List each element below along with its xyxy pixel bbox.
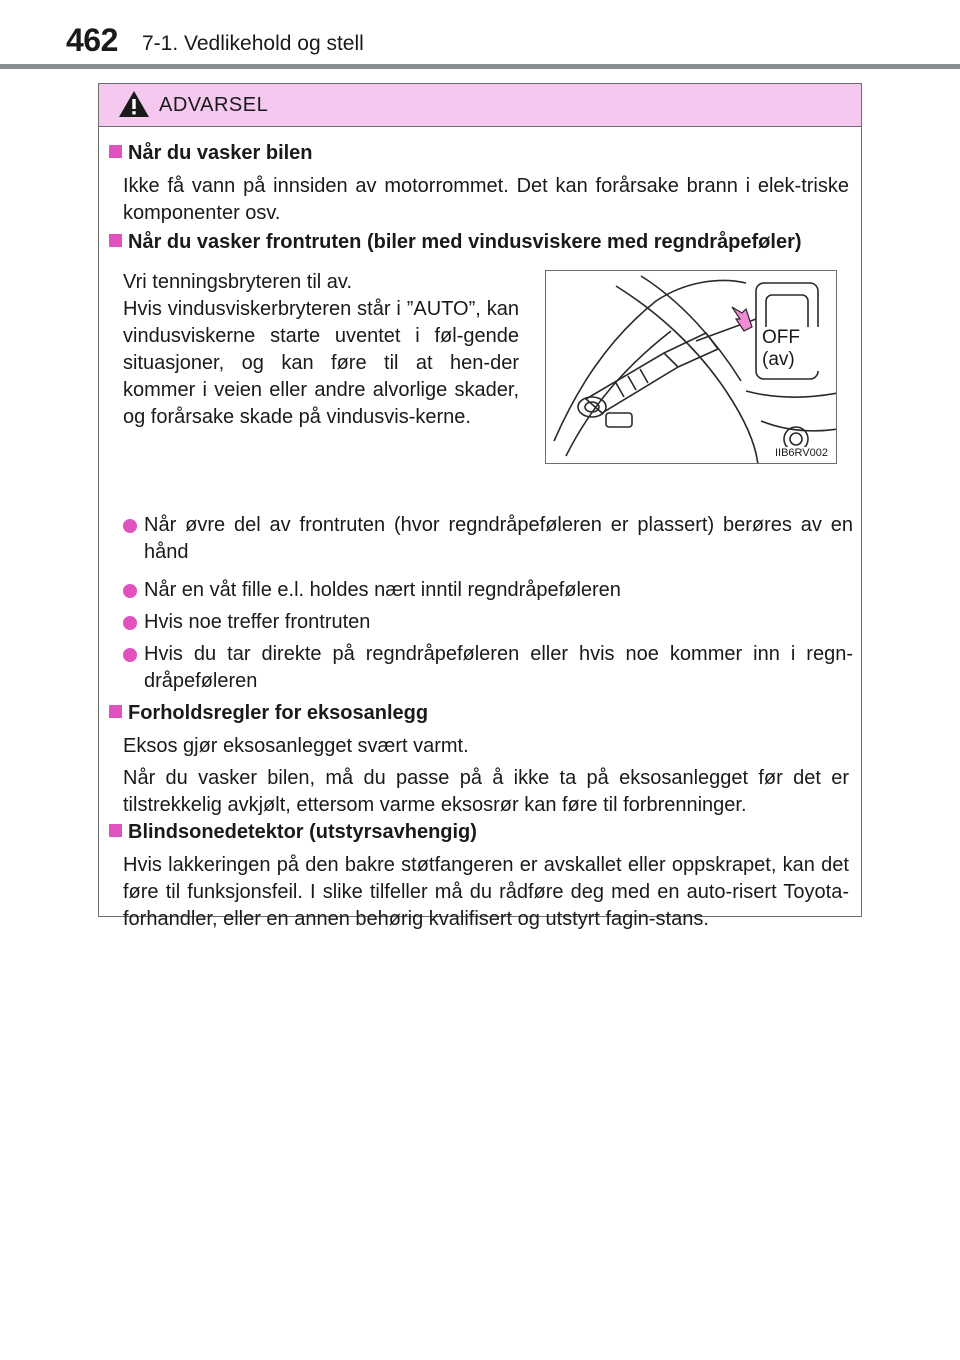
page-header [0,0,960,70]
square-bullet-icon [109,234,122,247]
page-number: 462 [66,22,118,58]
windshield-intro: Vri tenningsbryteren til av. Hvis vindusviskerbryteren står i ”AUTO”, kan vindusviskerne starte uventet i føl-gende situasjoner, og kan føre til at hen-der kommer i veien eller andre alvorlige skader, og forårsake skade på vindusvis-kerne. [123,271,519,428]
paragraph: Eksos gjør eksosanlegget svært varmt. [123,735,469,757]
round-bullet-icon [123,519,137,533]
section-heading-blind-spot: Blindsonedetektor (utstyrsavhengig) [109,821,477,844]
off-position-label: OFF (av) [760,327,836,371]
wiper-switch-illustration [545,270,837,464]
warning-triangle-icon [117,89,151,119]
header-rule [0,64,960,69]
round-bullet-icon [123,616,137,630]
square-bullet-icon [109,145,122,158]
warning-box [98,83,862,930]
round-bullet-icon [123,584,137,598]
paragraph: Ikke få vann på innsiden av motorrommet. Det kan forårsake brann i elek-triske komponenter osv. [123,175,849,224]
warning-title: ADVARSEL [159,94,269,116]
section-title: 7-1. Vedlikehold og stell [142,32,364,55]
list-item: Hvis noe treffer frontruten [123,609,853,636]
list-item: Når en våt fille e.l. holdes nært inntil regndråpeføleren [123,577,853,604]
section-heading-washing: Når du vasker bilen [109,142,313,165]
square-bullet-icon [109,705,122,718]
square-bullet-icon [109,824,122,837]
paragraph: Hvis lakkeringen på den bakre støtfangeren er avskallet eller oppskrapet, kan det føre til funksjonsfeil. I slike tilfeller må du rådføre deg med en auto-risert Toyota-forhandler, eller en annen behørig kvalifisert og utstyrt fagin-stans. [123,854,849,930]
paragraph: Når du vasker bilen, må du passe på å ikke ta på eksosanlegget før det er tilstrekkelig avkjølt, ettersom varme eksosrør kan føre til forbrenninger. [123,767,849,816]
warning-header [99,84,861,127]
round-bullet-icon [123,648,137,662]
list-item: Når øvre del av frontruten (hvor regndråpeføleren er plassert) berøres av en hånd [123,512,853,566]
list-item: Hvis du tar direkte på regndråpeføleren eller hvis noe kommer inn i regn-dråpeføleren [123,641,853,695]
section-heading-exhaust: Forholdsregler for eksosanlegg [109,702,428,725]
section-heading-windshield: Når du vasker frontruten (biler med vindusviskere med regndråpeføler) [109,231,802,254]
figure-code: IIB6RV002 [774,447,828,459]
